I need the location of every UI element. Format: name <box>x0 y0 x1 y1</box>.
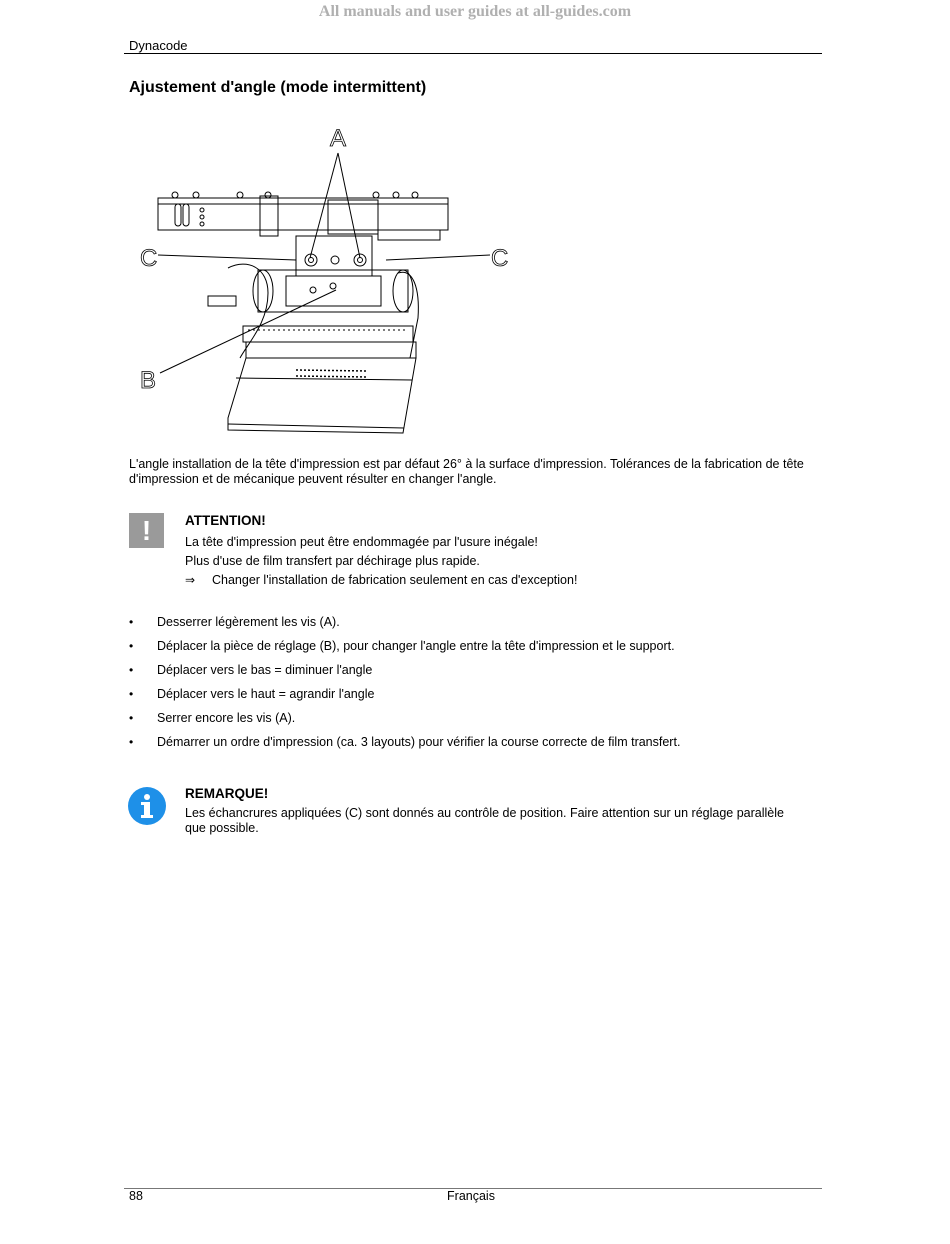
remarque-block <box>185 786 805 836</box>
exclamation-icon: ! <box>129 513 164 548</box>
step-text: Déplacer vers le bas = diminuer l'angle <box>157 663 373 677</box>
attention-title: ATTENTION! <box>185 513 266 528</box>
info-icon <box>128 787 166 825</box>
label-a: A <box>330 125 347 152</box>
label-b: B <box>140 367 157 394</box>
pointer-line-a-left <box>310 153 338 258</box>
mounting-plate <box>158 198 448 230</box>
step-text: Desserrer légèrement les vis (A). <box>157 615 340 629</box>
step-text: Déplacer vers le haut = agrandir l'angle <box>157 687 375 701</box>
attention-block <box>185 513 825 590</box>
watermark: All manuals and user guides at all-guides.com <box>318 3 632 20</box>
attention-action-row <box>185 571 825 590</box>
bullet: • <box>129 663 134 677</box>
list-item <box>129 638 829 662</box>
list-item <box>129 662 829 686</box>
attention-line: Plus d'use de film transfert par déchirage plus rapide. <box>185 554 480 568</box>
attention-action: Changer l'installation de fabrication seulement en cas d'exception! <box>212 573 578 587</box>
bullet: • <box>129 615 134 629</box>
remarque-title: REMARQUE! <box>185 786 269 801</box>
print-head-diagram <box>128 118 528 448</box>
page-number: 88 <box>129 1189 143 1203</box>
label-c-left: C <box>140 245 158 272</box>
pointer-line-a-right <box>338 153 360 258</box>
pointer-line-c-right <box>386 255 490 260</box>
bullet: • <box>129 687 134 701</box>
attention-line: La tête d'impression peut être endommagée par l'usure inégale! <box>185 535 538 549</box>
pointer-line-c-left <box>158 255 296 260</box>
list-item <box>129 686 829 710</box>
bullet: • <box>129 711 134 725</box>
step-text: Déplacer la pièce de réglage (B), pour changer l'angle entre la tête d'impression et le support. <box>157 639 675 653</box>
step-text: Serrer encore les vis (A). <box>157 711 296 725</box>
remarque-text: Les échancrures appliquées (C) sont donnés au contrôle de position. Faire attention sur un réglage parallèle que possible. <box>185 806 784 835</box>
list-item <box>129 710 829 734</box>
header-rule <box>124 53 822 54</box>
print-head-body <box>228 358 416 433</box>
list-item <box>129 614 829 638</box>
header-brand: Dynacode <box>129 38 188 53</box>
label-c-right: C <box>491 245 509 272</box>
intro-paragraph: L'angle installation de la tête d'impression est par défaut 26° à la surface d'impression. Tolérances de la fabrication de tête d'impression et de mécanique peuvent résulter en changer l'angle. <box>129 457 804 486</box>
bullet: • <box>129 735 134 749</box>
pointer-line-b <box>160 290 336 373</box>
step-text: Démarrer un ordre d'impression (ca. 3 layouts) pour vérifier la course correcte de film transfert. <box>157 735 681 749</box>
procedure-steps <box>129 614 829 758</box>
list-item <box>129 734 829 758</box>
section-title: Ajustement d'angle (mode intermittent) <box>129 79 427 96</box>
bullet: • <box>129 639 134 653</box>
footer-language: Français <box>447 1189 495 1203</box>
double-arrow-icon: ⇒ <box>185 573 196 587</box>
